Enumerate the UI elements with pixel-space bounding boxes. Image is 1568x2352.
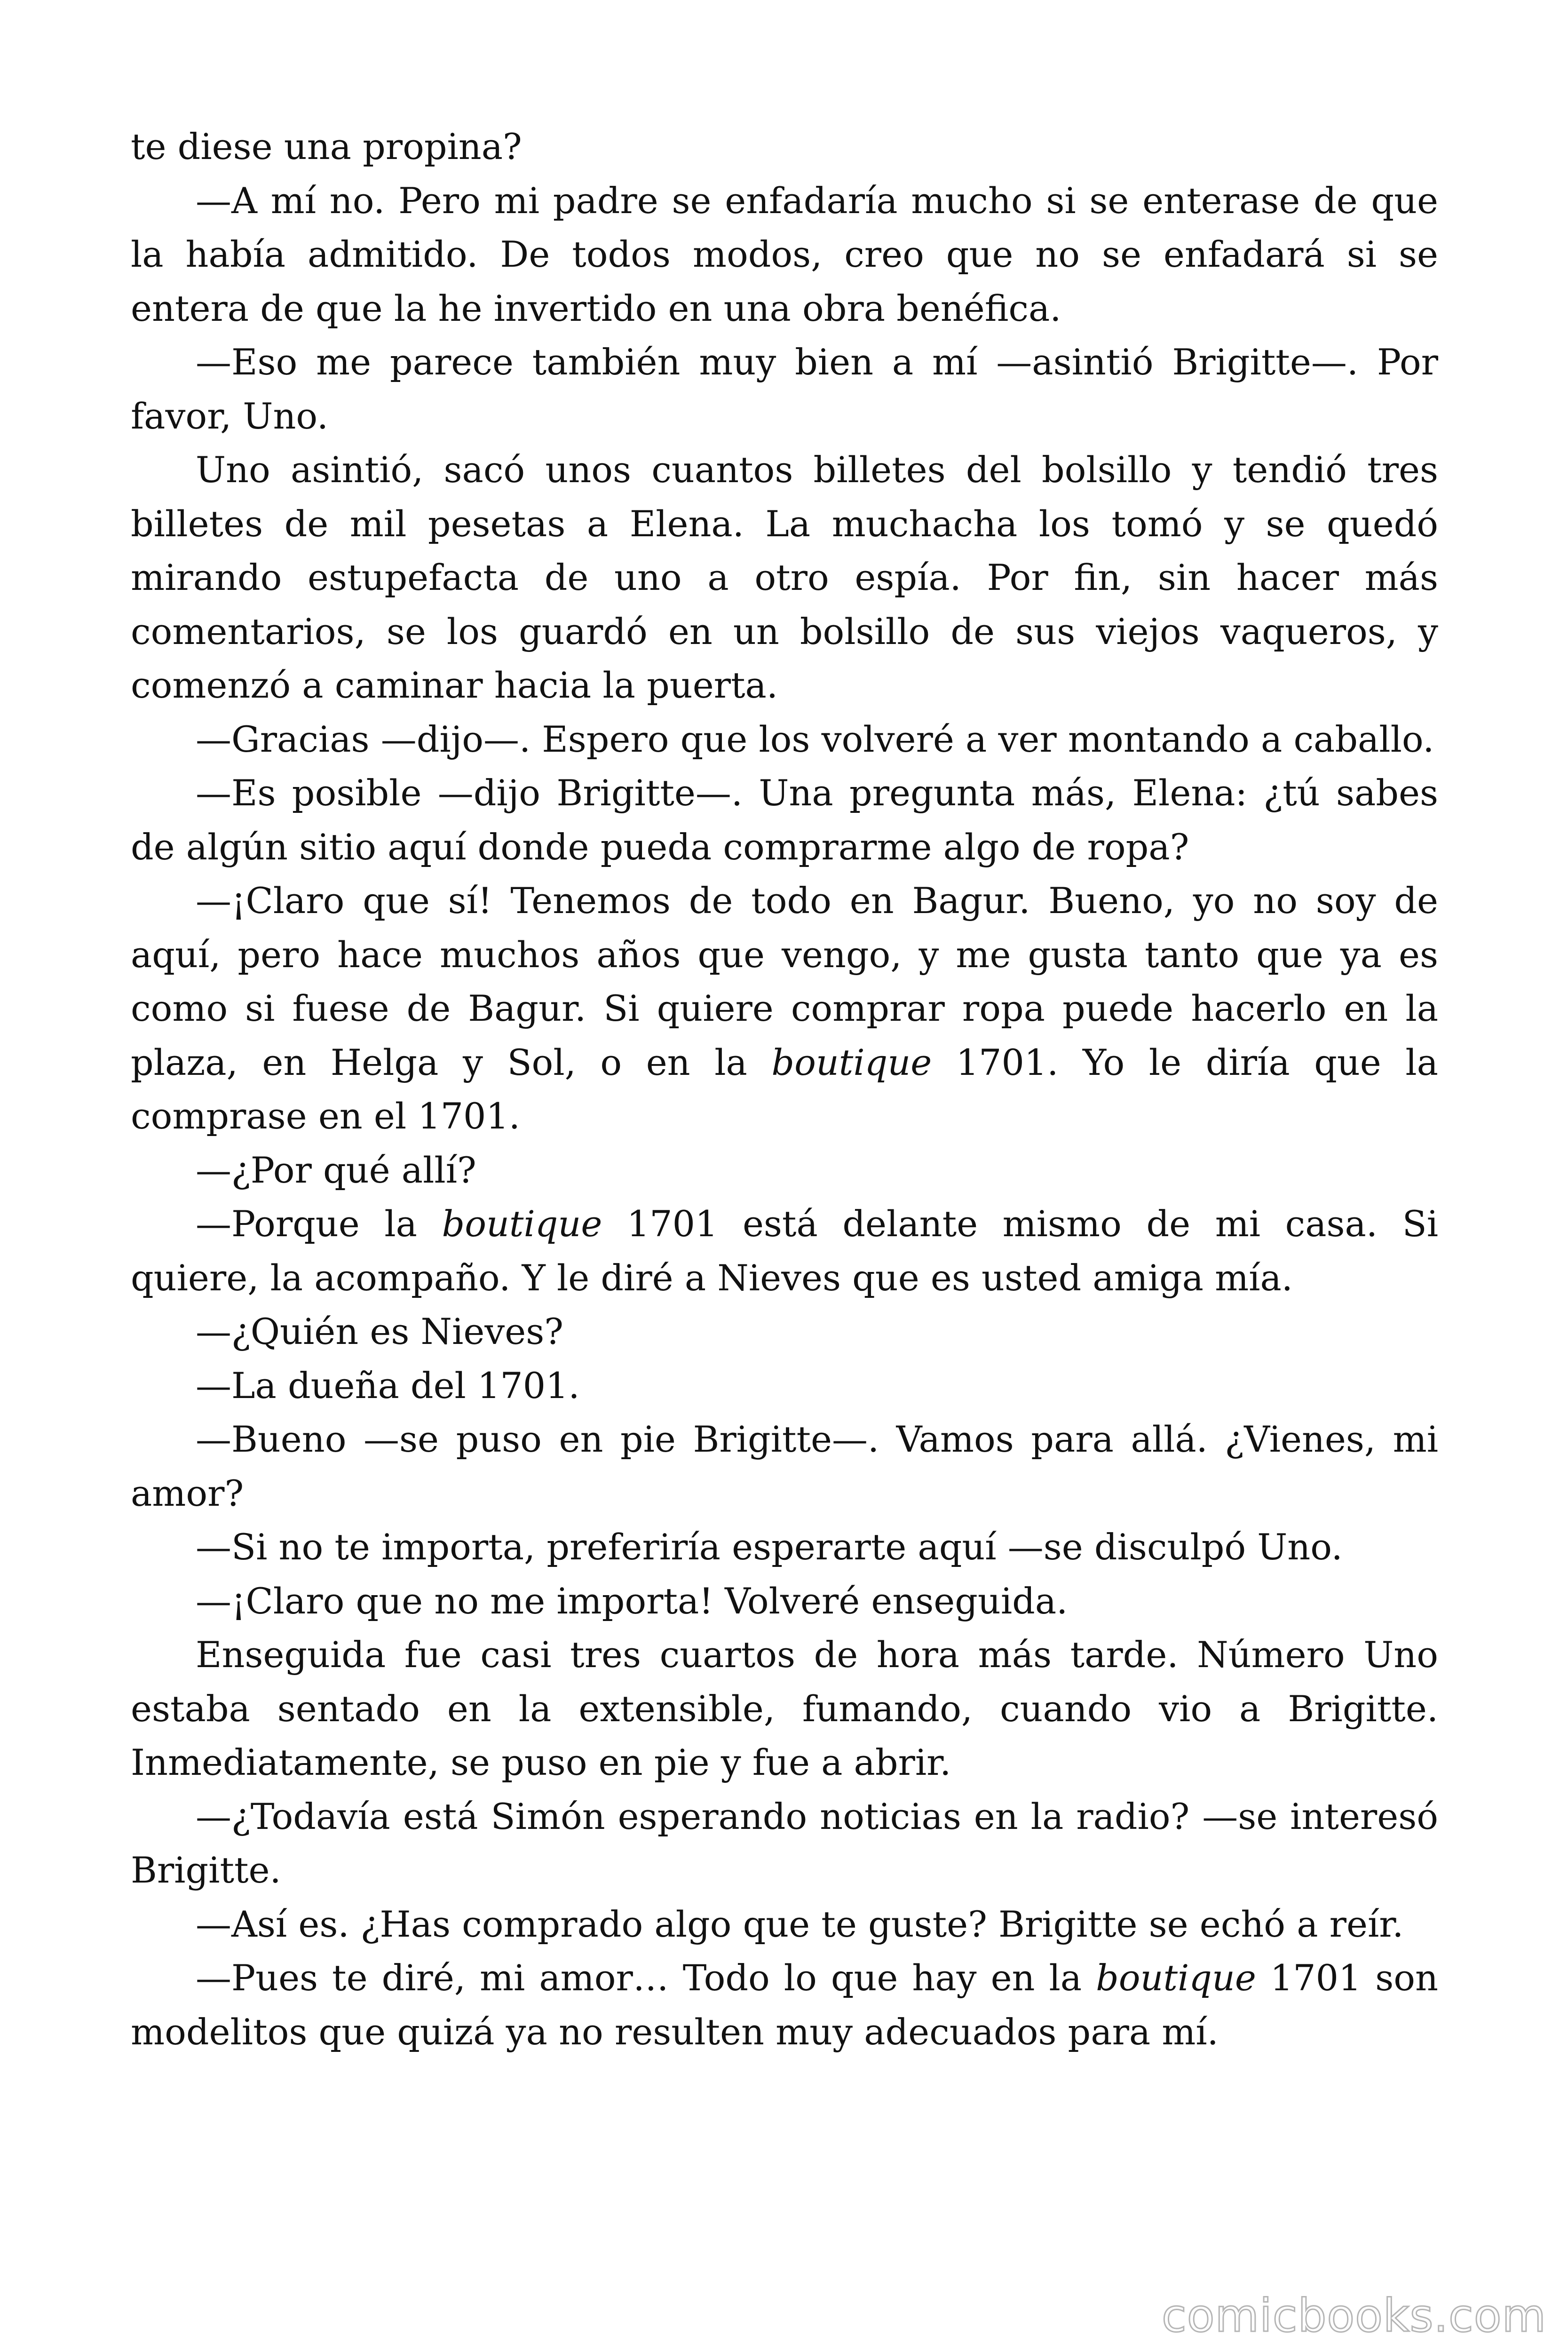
paragraph xyxy=(131,1574,1438,1629)
paragraph xyxy=(131,713,1438,767)
text-run: —¡Claro que no me importa! Volveré enseguida. xyxy=(196,1580,1068,1622)
paragraph xyxy=(131,766,1438,874)
text-run: —A mí no. Pero mi padre se enfadaría mucho si se enterase de que la había admitido. De todos modos, creo que no se enfadará si se entera de que la he invertido en una obra benéfica. xyxy=(131,179,1438,329)
text-run: te diese una propina? xyxy=(131,126,522,167)
paragraph xyxy=(131,1790,1438,1898)
paragraph xyxy=(131,1951,1438,2059)
text-run: —La dueña del 1701. xyxy=(196,1364,580,1406)
paragraph xyxy=(131,1520,1438,1574)
text-run: Enseguida fue casi tres cuartos de hora más tarde. Número Uno estaba sentado en la extensible, fumando, cuando vio a Brigitte. Inmediatamente, se puso en pie y fue a abrir. xyxy=(131,1634,1438,1783)
text-run: —Porque la xyxy=(196,1203,442,1245)
paragraph xyxy=(131,120,1438,174)
paragraph xyxy=(131,1413,1438,1520)
text-run: 1701 son modelitos que quizá ya no resulten muy adecuados para mí. xyxy=(131,1957,1438,2053)
text-run: Uno asintió, sacó unos cuantos billetes del bolsillo y tendió tres billetes de mil pesetas a Elena. La muchacha los tomó y se quedó mirando estupefacta de uno a otro espía. Por fin, sin hacer más comentarios, se los guardó en un bolsillo de sus viejos vaqueros, y comenzó a caminar hacia la puerta. xyxy=(131,449,1438,706)
text-run: —Es posible —dijo Brigitte—. Una pregunta más, Elena: ¿tú sabes de algún sitio aquí donde pueda comprarme algo de ropa? xyxy=(131,772,1438,868)
text-run: —Bueno —se puso en pie Brigitte—. Vamos para allá. ¿Vienes, mi amor? xyxy=(131,1418,1438,1514)
text-run: —¿Todavía está Simón esperando noticias en la radio? —se interesó Brigitte. xyxy=(131,1795,1438,1891)
text-run: —¿Por qué allí? xyxy=(196,1149,476,1191)
text-run: —Eso me parece también muy bien a mí —asintió Brigitte—. Por favor, Uno. xyxy=(131,341,1438,437)
text-run: 1701 está delante mismo de mi casa. Si quiere, la acompaño. Y le diré a Nieves que es usted amiga mía. xyxy=(131,1203,1438,1299)
paragraph xyxy=(131,1197,1438,1305)
text-run: —Si no te importa, preferiría esperarte aquí —se disculpó Uno. xyxy=(196,1526,1343,1568)
paragraph xyxy=(131,174,1438,336)
paragraph xyxy=(131,874,1438,1144)
paragraph xyxy=(131,1359,1438,1413)
italic-text: boutique xyxy=(442,1203,602,1245)
watermark: comicbooks.com xyxy=(1162,2289,1547,2342)
text-run: —Así es. ¿Has comprado algo que te guste? Brigitte se echó a reír. xyxy=(196,1903,1404,1945)
paragraph xyxy=(131,1305,1438,1359)
paragraph xyxy=(131,1898,1438,1952)
text-run: 1701. Yo le diría que la comprase en el 1701. xyxy=(131,1041,1438,1137)
paragraph xyxy=(131,1144,1438,1198)
paragraph xyxy=(131,335,1438,443)
italic-text: boutique xyxy=(1096,1957,1256,1999)
text-run: —Pues te diré, mi amor… Todo lo que hay en la xyxy=(196,1957,1096,1999)
text-run: —Gracias —dijo—. Espero que los volveré a ver montando a caballo. xyxy=(196,718,1434,760)
text-run: —¡Claro que sí! Tenemos de todo en Bagur. Bueno, yo no soy de aquí, pero hace muchos años que vengo, y me gusta tanto que ya es como si fuese de Bagur. Si quiere comprar ropa puede hacerlo en la plaza, en Helga y Sol, o en la xyxy=(131,880,1438,1083)
italic-text: boutique xyxy=(771,1041,932,1083)
text-run: —¿Quién es Nieves? xyxy=(196,1311,563,1352)
paragraph xyxy=(131,443,1438,713)
body-text xyxy=(131,120,1438,2059)
paragraph xyxy=(131,1628,1438,1790)
